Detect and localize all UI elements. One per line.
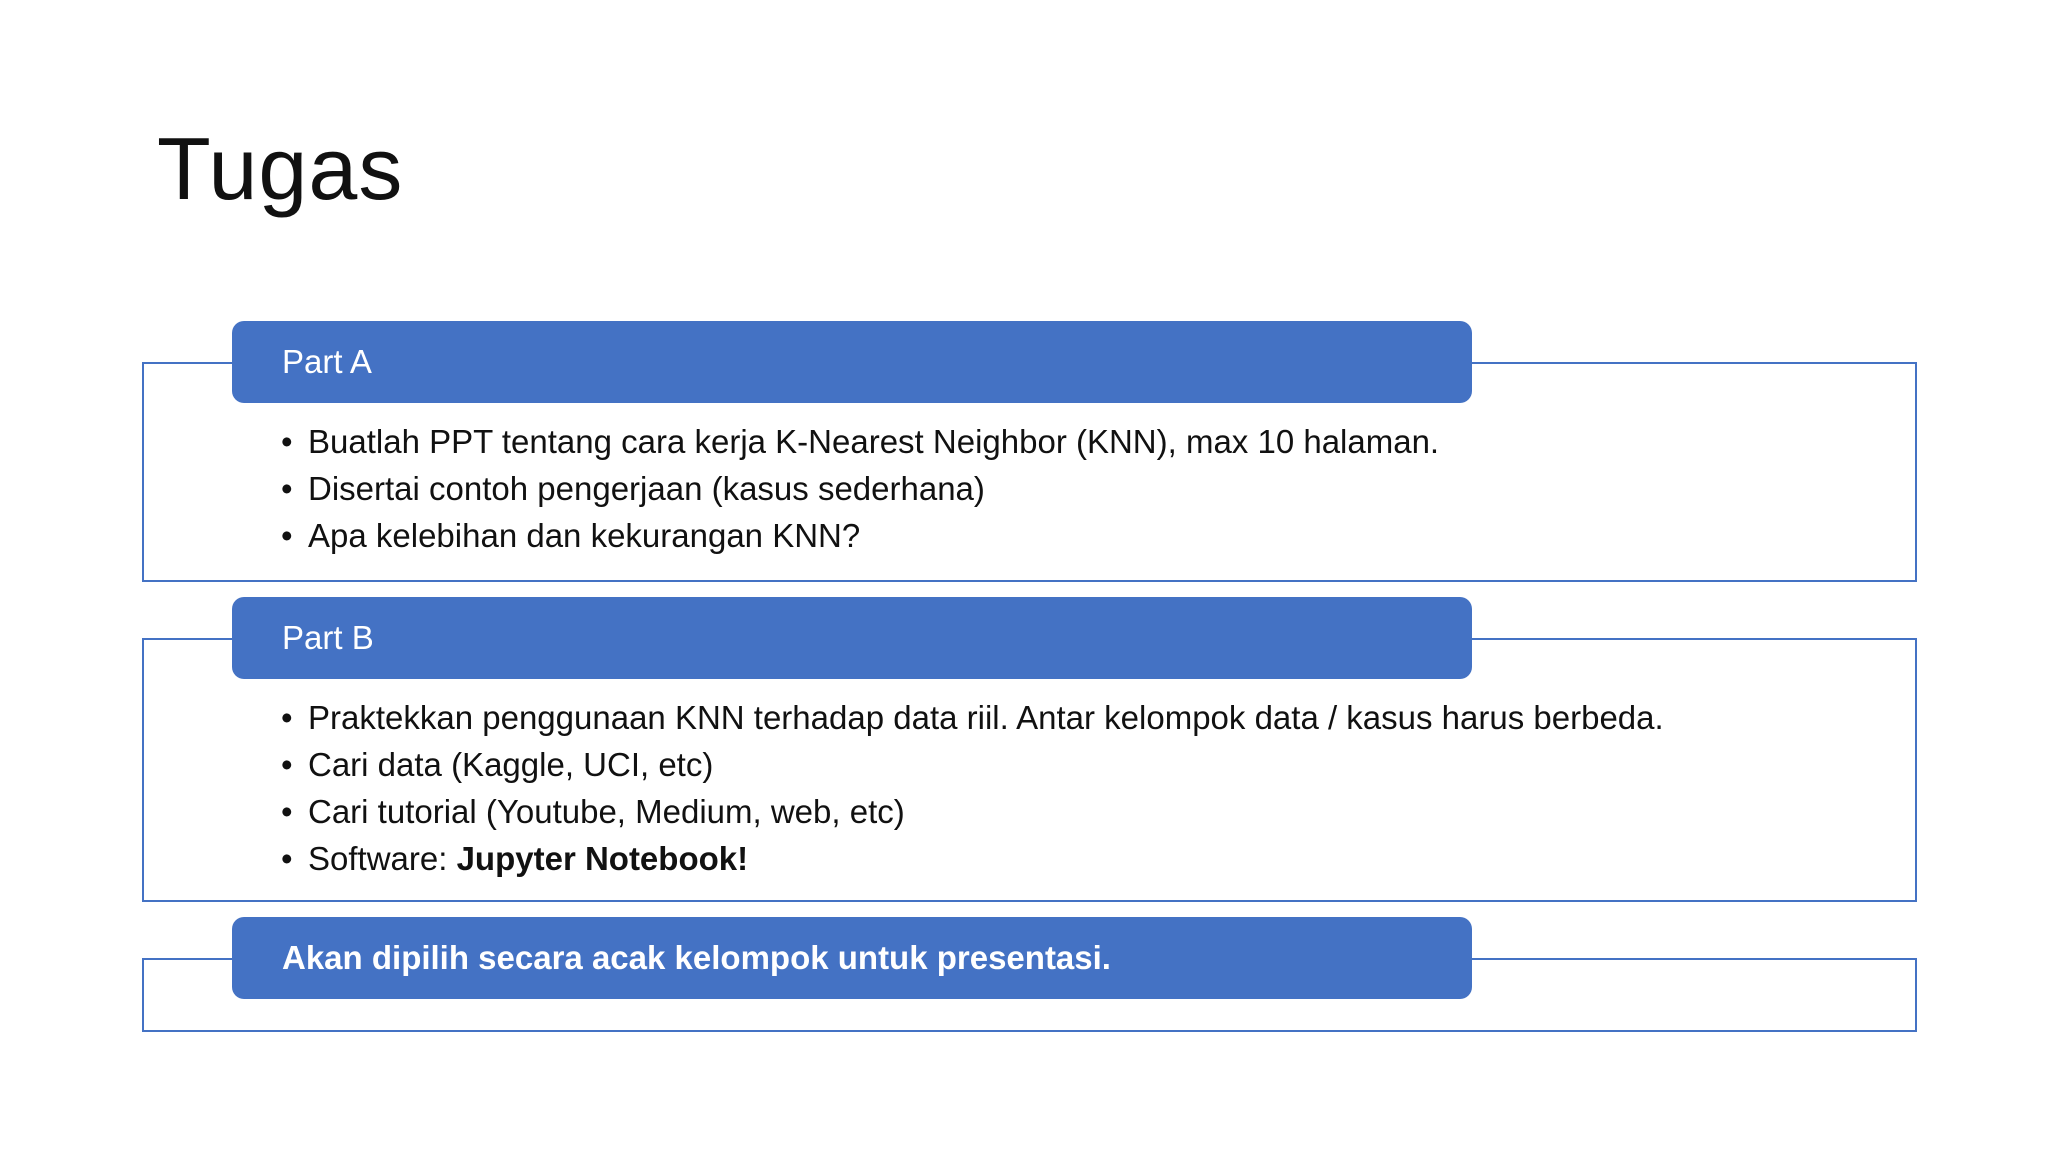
part-b-list	[281, 694, 1664, 882]
bullet-icon: •	[281, 840, 293, 877]
note-header: Akan dipilih secara acak kelompok untuk presentasi.	[232, 917, 1472, 999]
list-item-text: Cari data (Kaggle, UCI, etc)	[308, 746, 714, 783]
bullet-icon: •	[281, 517, 293, 554]
list-item-text: Cari tutorial (Youtube, Medium, web, etc)	[308, 793, 905, 830]
part-a-list	[281, 418, 1439, 559]
list-item	[281, 418, 1439, 465]
list-item	[281, 694, 1664, 741]
bullet-icon: •	[281, 699, 293, 736]
bullet-icon: •	[281, 746, 293, 783]
list-item	[281, 512, 1439, 559]
slide-title: Tugas	[157, 119, 404, 218]
list-item-text: Praktekkan penggunaan KNN terhadap data riil. Antar kelompok data / kasus harus berbeda.	[308, 699, 1664, 736]
part-b-header: Part B	[232, 597, 1472, 679]
list-item-text: Disertai contoh pengerjaan (kasus sederhana)	[308, 470, 985, 507]
list-item	[281, 788, 1664, 835]
part-a-header: Part A	[232, 321, 1472, 403]
bullet-icon: •	[281, 470, 293, 507]
list-item	[281, 835, 1664, 882]
bullet-icon: •	[281, 423, 293, 460]
list-item	[281, 741, 1664, 788]
list-item-text: Buatlah PPT tentang cara kerja K-Nearest Neighbor (KNN), max 10 halaman.	[308, 423, 1440, 460]
software-label: Software:	[308, 840, 457, 877]
list-item-text: Apa kelebihan dan kekurangan KNN?	[308, 517, 861, 554]
list-item	[281, 465, 1439, 512]
bullet-icon: •	[281, 793, 293, 830]
software-value: Jupyter Notebook!	[456, 840, 749, 877]
